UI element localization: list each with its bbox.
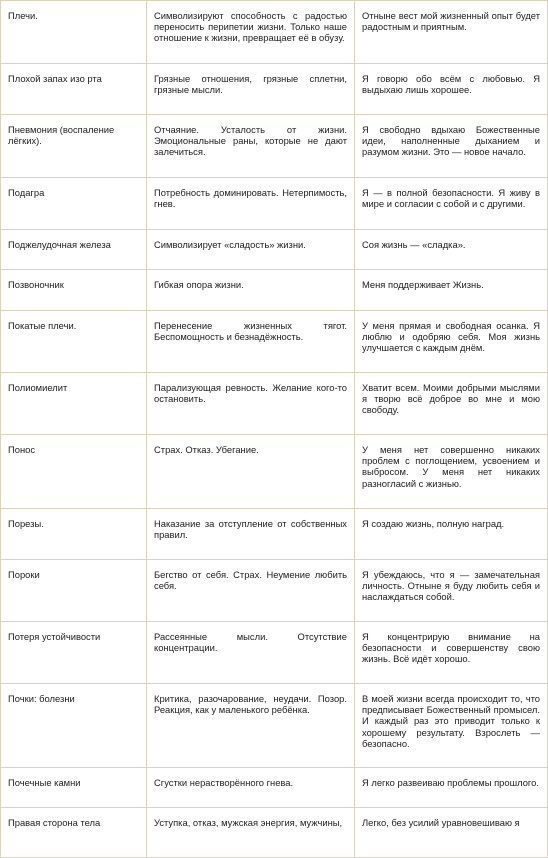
table-row (1, 509, 548, 560)
table-row (1, 270, 548, 311)
disease-cause: Наказание за отступление от собственных правил. (147, 509, 355, 560)
disease-name: Позвоночник (1, 270, 147, 311)
disease-cause: Бегство от себя. Страх. Неумение любить себя. (147, 560, 355, 622)
affirmation: Меня поддерживает Жизнь. (355, 270, 548, 311)
table-row (1, 1, 548, 64)
affirmation: Соя жизнь — «сладка». (355, 230, 548, 270)
disease-name: Правая сторона тела (1, 808, 147, 858)
table-row (1, 684, 548, 768)
disease-name: Пороки (1, 560, 147, 622)
table-row (1, 311, 548, 373)
disease-cause: Сгустки нерастворённого гнева. (147, 768, 355, 808)
disease-cause: Критика, разочарование, неудачи. Позор. Реакция, как у маленького ребёнка. (147, 684, 355, 768)
affirmation: Я говорю обо всём с любовью. Я выдыхаю лишь хорошее. (355, 64, 548, 115)
disease-cause: Гибкая опора жизни. (147, 270, 355, 311)
table-row (1, 560, 548, 622)
affirmation: Легко, без усилий уравновешиваю я (355, 808, 548, 858)
disease-name: Плохой запах изо рта (1, 64, 147, 115)
affirmation: У меня прямая и свободная осанка. Я люблю и одобряю себя. Моя жизнь улучшается с каждым днём. (355, 311, 548, 373)
affirmation: Я легко развеиваю проблемы прошлого. (355, 768, 548, 808)
disease-cause: Потребность доминировать. Нетерпимость, гнев. (147, 178, 355, 230)
disease-cause: Уступка, отказ, мужская энергия, мужчины, (147, 808, 355, 858)
table-row (1, 230, 548, 270)
table-row (1, 768, 548, 808)
disease-name: Порезы. (1, 509, 147, 560)
affirmation: Хватит всем. Моими добрыми мыслями я творю всё доброе во мне и мою свободу. (355, 373, 548, 435)
disease-name: Покатые плечи. (1, 311, 147, 373)
disease-cause: Парализующая ревность. Желание кого-то остановить. (147, 373, 355, 435)
disease-name: Подагра (1, 178, 147, 230)
disease-cause: Отчаяние. Усталость от жизни. Эмоциональные раны, которые не дают залечиться. (147, 115, 355, 178)
affirmation: В моей жизни всегда происходит то, что предписывает Божественный промысел. И каждый раз это приводит только к хорошему результату. Взрослеть — безопасно. (355, 684, 548, 768)
disease-cause: Символизируют способность с радостью переносить перипетии жизни. Только наше отношение к жизни, превращает её в обузу. (147, 1, 355, 64)
disease-cause: Символизирует «сладость» жизни. (147, 230, 355, 270)
disease-name: Полиомиелит (1, 373, 147, 435)
disease-name: Потеря устойчивости (1, 622, 147, 684)
table-row (1, 435, 548, 509)
table-row (1, 373, 548, 435)
affirmation: Я создаю жизнь, полную наград. (355, 509, 548, 560)
affirmation: Я убеждаюсь, что я — замечательная личность. Отныне я буду любить себя и наслаждаться собой. (355, 560, 548, 622)
disease-cause: Грязные отношения, грязные сплетни, грязные мысли. (147, 64, 355, 115)
disease-cause: Рассеянные мысли. Отсутствие концентрации. (147, 622, 355, 684)
disease-name: Почечные камни (1, 768, 147, 808)
disease-cause: Перенесение жизненных тягот. Беспомощность и безнадёжность. (147, 311, 355, 373)
disease-cause: Страх. Отказ. Убегание. (147, 435, 355, 509)
affirmation: Отныне вест мой жизненный опыт будет радостным и приятным. (355, 1, 548, 64)
affirmation: Я концентрирую внимание на безопасности и совершенству свою жизнь. Всё идёт хорошо. (355, 622, 548, 684)
affirmation: У меня нет совершенно никаких проблем с поглощением, усвоением и выбросом. У меня нет никаких разногласий с жизнью. (355, 435, 548, 509)
table-row (1, 808, 548, 858)
table-row (1, 622, 548, 684)
disease-name: Понос (1, 435, 147, 509)
disease-name: Пневмония (воспаление лёгких). (1, 115, 147, 178)
affirmation: Я — в полной безопасности. Я живу в мире и согласии с собой и с другими. (355, 178, 548, 230)
affirmation: Я свободно вдыхаю Божественные идеи, наполненные дыханием и разумом жизни. Это — новое начало. (355, 115, 548, 178)
disease-name: Плечи. (1, 1, 147, 64)
table-row (1, 115, 548, 178)
table-row (1, 64, 548, 115)
disease-name: Почки: болезни (1, 684, 147, 768)
table-row (1, 178, 548, 230)
disease-name: Поджелудочная железа (1, 230, 147, 270)
